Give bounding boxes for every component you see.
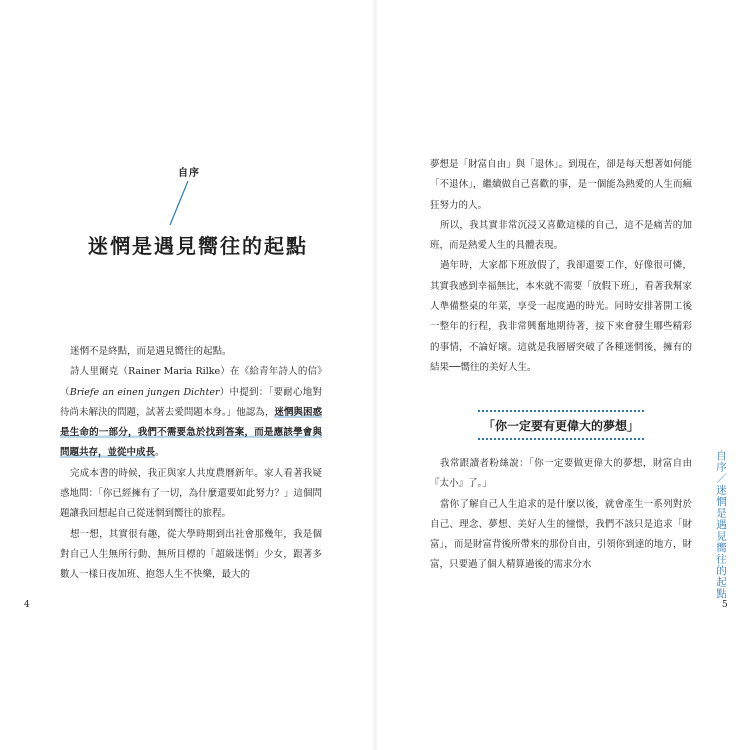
paragraph xyxy=(60,342,322,362)
paragraph xyxy=(60,362,322,463)
running-head: 自序／迷惘是遇見嚮往的起點 xyxy=(715,450,727,600)
paragraph: 所以，我其實非常沉浸又喜歡這樣的自己，這不是痛苦的加班，而是熱愛人生的具體表現。 xyxy=(430,219,692,252)
text-run: 迷惘不是終點，而是遇見嚮往的起點。 xyxy=(69,346,232,357)
right-body-text-top xyxy=(430,155,692,378)
paragraph xyxy=(60,464,322,525)
text-run: 。 xyxy=(155,447,165,459)
blue-slash-icon xyxy=(168,180,190,226)
right-page xyxy=(375,0,750,750)
text-run: ）中提到：「要耐心地對待尚未解決的問題，試著去愛問題本身。」他認為， xyxy=(60,386,322,418)
text-run: 詩人里爾克（Rainer Maria Rilke）在《給青年詩人的信》（ xyxy=(60,366,322,398)
paragraph: 過年時，大家都下班放假了，我卻還要工作，好像很可憐，其實我感到幸福無比，本來就不需要「放假下班」，看著我幫家人準備整桌的年菜，享受一起度過的時光。同時安排著開工後一整年的行程，我非常興奮地期待著，接下來會發生哪些精彩的事情，不論好壞。這就是我層層突破了各種迷惘後，擁有的結果──嚮往的美好人生。 xyxy=(430,260,692,373)
chapter-title: 迷惘是遇見嚮往的起點 xyxy=(88,234,308,258)
left-body-text xyxy=(60,342,322,586)
italic-title: Briefe an einen jungen Dichter xyxy=(69,386,220,398)
right-body-text-bottom xyxy=(430,454,692,576)
paragraph xyxy=(60,525,322,586)
page-number-right: 5 xyxy=(722,600,728,610)
section-label: 自序 xyxy=(178,168,200,179)
section-heading: 「你一定要有更偉大的夢想」 xyxy=(478,410,644,440)
text-run: 想一想，其實很有趣，從大學時期到出社會那幾年，我是個對自己人生無所行動、無所目標的「超級迷惘」少女，跟著多數人一樣日夜加班、抱怨人生不快樂，最大的 xyxy=(60,528,322,581)
highlighted-text: 迷惘與困惑是生命的一部分，我們不需要急於找到答案，而是應該學會與問題共存，並從中成長 xyxy=(60,406,322,459)
paragraph: 夢想是「財富自由」與「退休」。到現在，卻是每天想著如何能「不退休」，繼續做自己喜歡的事，是一個能為熱愛的人生而瘋狂努力的人。 xyxy=(430,159,692,211)
paragraph: 當你了解自己人生追求的是什麼以後，就會產生一系列對於自己、理念、夢想、美好人生的憧憬，我們不該只是追求「財富」，而是財富背後所帶來的那份自由，引領你到達的地方，財富，只要過了個人精算過後的需求分水 xyxy=(430,498,692,571)
page-number-left: 4 xyxy=(24,600,30,610)
paragraph: 我常跟讀者粉絲說：「你一定要做更偉大的夢想，財富自由『太小』了。」 xyxy=(430,458,692,490)
text-run: 完成本書的時候，我正與家人共度農曆新年。家人看著我疑惑地問：「你已經擁有了一切，為什麼還要如此努力？」這個問題讓我回想起自己從迷惘到嚮往的旅程。 xyxy=(60,467,322,520)
